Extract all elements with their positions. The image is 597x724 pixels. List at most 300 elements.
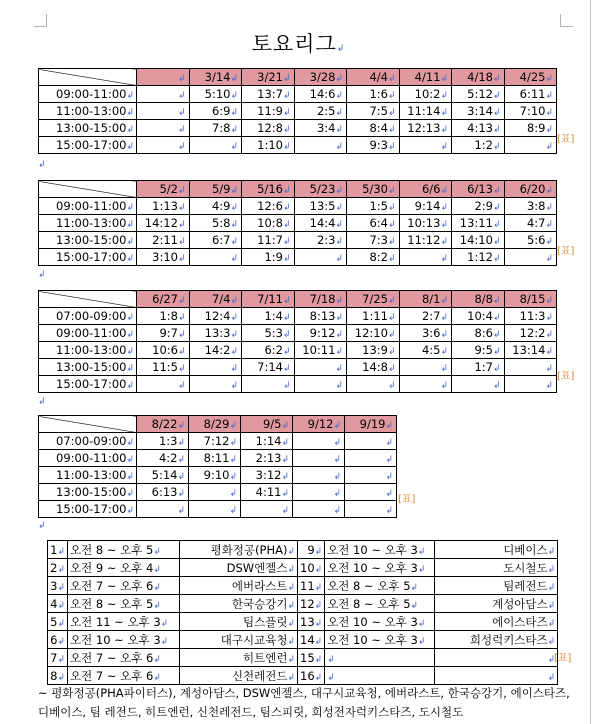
time-slot-cell[interactable] (39, 215, 137, 232)
match-cell[interactable] (137, 359, 190, 376)
date-header-cell[interactable] (241, 416, 293, 433)
match-cell[interactable] (242, 342, 295, 359)
date-header-cell[interactable] (137, 416, 189, 433)
match-cell[interactable] (189, 484, 241, 501)
team-name-cell[interactable] (435, 541, 558, 559)
match-cell[interactable] (137, 120, 190, 137)
team-number: 15 (300, 650, 315, 665)
cell-mark: ↲ (545, 347, 553, 357)
cell-mark: ↲ (229, 421, 237, 431)
date-header-cell[interactable] (137, 291, 190, 308)
time-slot-label: 13:00-15:00 (56, 485, 127, 499)
match-cell[interactable] (294, 342, 347, 359)
date-header-cell[interactable] (294, 69, 347, 86)
match-cell[interactable] (347, 86, 400, 103)
match-label: 13:9 (362, 343, 388, 357)
time-slot-cell[interactable] (39, 232, 137, 249)
team-hours-cell[interactable] (68, 595, 180, 613)
cell-mark: ↲ (492, 186, 501, 196)
team-hours-cell[interactable] (325, 595, 435, 613)
match-cell[interactable] (241, 467, 293, 484)
cell-mark: ↲ (230, 254, 238, 264)
time-slot-cell[interactable] (39, 467, 137, 484)
match-cell[interactable] (347, 308, 400, 325)
match-cell[interactable] (189, 86, 242, 103)
match-cell[interactable] (345, 501, 397, 518)
match-cell[interactable] (189, 215, 242, 232)
cell-mark: ↲ (492, 330, 501, 340)
match-cell[interactable] (504, 103, 557, 120)
match-cell[interactable] (294, 137, 347, 154)
match-label: 12:2 (519, 326, 546, 340)
match-cell[interactable] (294, 325, 347, 342)
team-number-cell[interactable] (298, 667, 325, 685)
match-cell[interactable] (189, 308, 242, 325)
team-hours: 오전 7 ~ 오후 6 (70, 578, 154, 593)
schedule-table[interactable] (38, 415, 397, 518)
cell-mark: ↲ (385, 489, 393, 499)
match-cell[interactable] (452, 359, 505, 376)
time-slot-cell[interactable] (39, 198, 137, 215)
time-slot-cell[interactable] (39, 120, 137, 137)
cell-mark: ↲ (230, 186, 238, 196)
match-cell[interactable] (294, 376, 347, 393)
team-name-cell[interactable] (180, 541, 298, 559)
team-hours-cell[interactable] (325, 541, 435, 559)
match-cell[interactable] (504, 215, 557, 232)
team-number-cell[interactable] (48, 577, 68, 595)
date-header-cell[interactable] (345, 416, 397, 433)
date-header-cell[interactable] (242, 291, 295, 308)
match-cell[interactable] (241, 450, 293, 467)
match-cell[interactable] (399, 325, 452, 342)
match-cell[interactable] (242, 103, 295, 120)
date-header-cell[interactable] (347, 69, 400, 86)
cell-mark: ↲ (333, 438, 341, 448)
cell-mark: ↲ (230, 296, 238, 306)
cell-mark: ↲ (282, 237, 291, 247)
match-cell[interactable] (347, 249, 400, 266)
team-number-cell[interactable] (48, 613, 68, 631)
time-slot-label: 11:00-13:00 (56, 343, 127, 357)
match-cell[interactable] (452, 120, 505, 137)
match-cell[interactable] (504, 120, 557, 137)
team-name-cell[interactable] (435, 577, 558, 595)
match-cell[interactable] (347, 103, 400, 120)
match-cell[interactable] (345, 450, 397, 467)
cell-mark: ↲ (440, 237, 448, 247)
match-cell[interactable] (294, 232, 347, 249)
match-cell[interactable] (189, 342, 242, 359)
team-number-cell[interactable] (298, 541, 325, 559)
match-cell[interactable] (293, 484, 345, 501)
match-cell[interactable] (137, 342, 190, 359)
time-slot-cell[interactable] (39, 137, 137, 154)
team-hours-cell[interactable] (68, 613, 180, 631)
team-hours-cell[interactable] (68, 649, 180, 667)
team-number-cell[interactable] (298, 649, 325, 667)
match-label: 11:7 (257, 233, 283, 247)
date-header-cell[interactable] (189, 291, 242, 308)
match-cell[interactable] (452, 325, 505, 342)
match-cell[interactable] (347, 359, 400, 376)
team-name-cell[interactable] (180, 649, 298, 667)
team-hours-cell[interactable] (325, 631, 435, 649)
match-cell[interactable] (399, 103, 452, 120)
team-name-cell[interactable] (180, 613, 298, 631)
date-header-cell[interactable] (504, 69, 557, 86)
cell-mark: ↲ (545, 74, 553, 84)
match-cell[interactable] (293, 501, 345, 518)
team-name-cell[interactable] (435, 613, 558, 631)
team-hours-cell[interactable] (68, 631, 180, 649)
cell-mark: ↲ (230, 330, 238, 340)
match-label: 2:5 (316, 104, 336, 118)
date-header-cell[interactable] (347, 181, 400, 198)
match-cell[interactable] (399, 376, 452, 393)
match-cell[interactable] (345, 433, 397, 450)
match-cell[interactable] (137, 103, 190, 120)
schedule-table[interactable] (38, 290, 557, 393)
table-tag: [표] (557, 371, 575, 382)
match-cell[interactable] (452, 137, 505, 154)
match-cell[interactable] (189, 376, 242, 393)
date-header-cell[interactable] (452, 69, 505, 86)
match-cell[interactable] (452, 249, 505, 266)
cell-mark: ↲ (153, 546, 161, 557)
time-slot-cell[interactable] (39, 359, 137, 376)
match-label: 4:9 (211, 199, 231, 213)
team-name-cell[interactable] (180, 559, 298, 577)
date-header-cell[interactable] (189, 69, 242, 86)
match-cell[interactable] (347, 325, 400, 342)
time-slot-label: 11:00-13:00 (56, 468, 127, 482)
date-label: 7/11 (257, 292, 283, 306)
match-cell[interactable] (452, 86, 505, 103)
cell-mark: ↲ (314, 546, 323, 557)
team-name-cell[interactable] (435, 649, 558, 667)
cell-mark: ↲ (126, 381, 134, 391)
match-cell[interactable] (347, 342, 400, 359)
match-cell[interactable] (242, 325, 295, 342)
date-header-cell[interactable] (399, 69, 452, 86)
match-cell[interactable] (399, 137, 452, 154)
match-cell[interactable] (242, 86, 295, 103)
match-cell[interactable] (452, 198, 505, 215)
date-header-cell[interactable] (137, 181, 190, 198)
team-number-cell[interactable] (298, 631, 325, 649)
date-header-cell[interactable] (347, 291, 400, 308)
match-cell[interactable] (399, 308, 452, 325)
cell-mark: ↲ (545, 254, 553, 264)
match-cell[interactable] (294, 215, 347, 232)
date-label: 8/1 (421, 292, 441, 306)
match-cell[interactable] (399, 198, 452, 215)
match-cell[interactable] (345, 467, 397, 484)
team-number-cell[interactable] (298, 613, 325, 631)
match-cell[interactable] (347, 215, 400, 232)
cell-mark: ↲ (281, 489, 289, 499)
cell-mark: ↲ (177, 237, 186, 247)
match-cell[interactable] (189, 198, 242, 215)
schedule-table[interactable] (38, 68, 557, 154)
team-name-cell[interactable] (180, 577, 298, 595)
date-header-cell[interactable] (399, 291, 452, 308)
cell-mark: ↲ (545, 296, 553, 306)
cell-mark: ↲ (314, 618, 323, 629)
match-cell[interactable] (241, 433, 293, 450)
date-header-cell[interactable] (242, 181, 295, 198)
match-cell[interactable] (137, 325, 190, 342)
match-cell[interactable] (504, 359, 557, 376)
cell-mark: ↲ (492, 125, 501, 135)
date-header-cell[interactable] (504, 291, 557, 308)
time-slot-row (39, 249, 557, 266)
match-cell[interactable] (137, 501, 189, 518)
date-header-cell[interactable] (189, 181, 242, 198)
match-cell[interactable] (137, 137, 190, 154)
match-label: 11:12 (407, 233, 441, 247)
time-slot-cell[interactable] (39, 433, 137, 450)
team-number-cell[interactable] (298, 559, 325, 577)
match-cell[interactable] (294, 249, 347, 266)
document-title[interactable] (0, 28, 597, 58)
match-cell[interactable] (452, 232, 505, 249)
match-cell[interactable] (137, 376, 190, 393)
match-cell[interactable] (189, 450, 241, 467)
time-slot-cell[interactable] (39, 308, 137, 325)
date-header-cell[interactable] (452, 181, 505, 198)
match-cell[interactable] (137, 308, 190, 325)
match-cell[interactable] (189, 433, 241, 450)
schedule-table[interactable] (38, 180, 557, 266)
match-cell[interactable] (189, 359, 242, 376)
time-slot-cell[interactable] (39, 86, 137, 103)
date-header-cell[interactable] (293, 416, 345, 433)
cell-mark: ↲ (126, 254, 134, 264)
cell-mark: ↲ (177, 489, 185, 499)
cell-mark: ↲ (545, 364, 553, 374)
match-cell[interactable] (137, 215, 190, 232)
match-cell[interactable] (189, 249, 242, 266)
cell-mark: ↲ (177, 91, 186, 101)
cell-mark: ↲ (492, 203, 501, 213)
match-cell[interactable] (242, 376, 295, 393)
match-cell[interactable] (504, 232, 557, 249)
match-cell[interactable] (294, 198, 347, 215)
match-cell[interactable] (189, 103, 242, 120)
team-hours-cell[interactable] (325, 577, 435, 595)
match-cell[interactable] (189, 137, 242, 154)
cell-mark: ↲ (282, 203, 291, 213)
match-cell[interactable] (242, 359, 295, 376)
cell-mark: ↲ (547, 618, 556, 629)
cell-mark: ↲ (229, 472, 237, 482)
match-cell[interactable] (504, 308, 557, 325)
team-name-cell[interactable] (180, 595, 298, 613)
team-number-cell[interactable] (48, 667, 68, 685)
match-cell[interactable] (294, 86, 347, 103)
date-header-cell[interactable] (137, 69, 190, 86)
match-cell[interactable] (504, 249, 557, 266)
match-cell[interactable] (137, 484, 189, 501)
match-cell[interactable] (242, 232, 295, 249)
match-cell[interactable] (137, 450, 189, 467)
time-slot-cell[interactable] (39, 450, 137, 467)
match-cell[interactable] (347, 137, 400, 154)
time-slot-row (39, 120, 557, 137)
team-hours-cell[interactable] (68, 577, 180, 595)
team-number: 3 (50, 578, 58, 593)
match-cell[interactable] (189, 232, 242, 249)
match-cell[interactable] (242, 198, 295, 215)
match-cell[interactable] (399, 120, 452, 137)
match-cell[interactable] (137, 467, 189, 484)
match-cell[interactable] (504, 137, 557, 154)
match-cell[interactable] (399, 215, 452, 232)
team-name: DSW엔젤스 (226, 560, 288, 575)
match-cell[interactable] (452, 215, 505, 232)
date-header-cell[interactable] (294, 291, 347, 308)
cell-mark: ↲ (492, 381, 501, 391)
team-name-cell[interactable] (180, 667, 298, 685)
time-slot-cell[interactable] (39, 501, 137, 518)
match-cell[interactable] (452, 308, 505, 325)
match-cell[interactable] (294, 120, 347, 137)
match-cell[interactable] (347, 120, 400, 137)
match-cell[interactable] (347, 376, 400, 393)
time-slot-cell[interactable] (39, 342, 137, 359)
team-table[interactable] (47, 540, 558, 685)
cell-mark: ↲ (57, 672, 65, 683)
match-cell[interactable] (241, 484, 293, 501)
cell-mark: ↲ (281, 455, 289, 465)
team-number-cell[interactable] (48, 631, 68, 649)
team-hours-cell[interactable] (325, 559, 435, 577)
match-cell[interactable] (452, 103, 505, 120)
match-cell[interactable] (242, 308, 295, 325)
team-number: 11 (300, 578, 315, 593)
match-cell[interactable] (399, 232, 452, 249)
match-cell[interactable] (293, 450, 345, 467)
date-header-cell[interactable] (504, 181, 557, 198)
cell-mark: ↲ (385, 455, 393, 465)
match-cell[interactable] (345, 484, 397, 501)
date-header-cell[interactable] (399, 181, 452, 198)
match-cell[interactable] (242, 137, 295, 154)
team-hours-cell[interactable] (325, 649, 435, 667)
team-name-cell[interactable] (435, 559, 558, 577)
match-cell[interactable] (294, 359, 347, 376)
match-cell[interactable] (189, 501, 241, 518)
cell-mark: ↲ (492, 91, 501, 101)
match-cell[interactable] (137, 433, 189, 450)
cell-mark: ↲ (440, 296, 448, 306)
cell-mark: ↲ (440, 91, 448, 101)
match-cell[interactable] (504, 342, 557, 359)
team-name-cell[interactable] (180, 631, 298, 649)
match-cell[interactable] (399, 249, 452, 266)
date-header-cell[interactable] (189, 416, 241, 433)
cell-mark: ↲ (287, 546, 295, 557)
match-label: 10:6 (152, 343, 178, 357)
team-name: 히트엔런 (243, 650, 288, 665)
time-slot-row (39, 376, 557, 393)
cell-mark: ↲ (545, 330, 553, 340)
match-cell[interactable] (504, 376, 557, 393)
match-cell[interactable] (504, 325, 557, 342)
match-cell[interactable] (242, 215, 295, 232)
match-cell[interactable] (504, 86, 557, 103)
match-cell[interactable] (294, 103, 347, 120)
time-slot-cell[interactable] (39, 249, 137, 266)
match-cell[interactable] (241, 501, 293, 518)
match-cell[interactable] (242, 249, 295, 266)
team-number-cell[interactable] (48, 559, 68, 577)
match-cell[interactable] (137, 86, 190, 103)
match-cell[interactable] (189, 467, 241, 484)
match-cell[interactable] (399, 86, 452, 103)
match-cell[interactable] (347, 198, 400, 215)
match-cell[interactable] (242, 120, 295, 137)
cell-mark: ↲ (126, 108, 134, 118)
match-cell[interactable] (452, 342, 505, 359)
time-slot-cell[interactable] (39, 484, 137, 501)
match-label: 3:14 (467, 104, 493, 118)
match-label: 7:12 (203, 434, 230, 448)
team-hours-cell[interactable] (68, 667, 180, 685)
team-number-cell[interactable] (48, 649, 68, 667)
cell-mark: ↲ (282, 313, 291, 323)
match-cell[interactable] (294, 308, 347, 325)
date-header-cell[interactable] (242, 69, 295, 86)
match-cell[interactable] (189, 120, 242, 137)
cell-mark: ↲ (327, 654, 335, 665)
team-number-cell[interactable] (298, 595, 325, 613)
cell-mark: ↲ (385, 472, 393, 482)
team-name-cell[interactable] (435, 595, 558, 613)
team-hours-cell[interactable] (325, 613, 435, 631)
cell-mark: ↲ (335, 364, 343, 374)
time-slot-cell[interactable] (39, 325, 137, 342)
match-cell[interactable] (399, 342, 452, 359)
match-cell[interactable] (347, 232, 400, 249)
team-hours-cell[interactable] (325, 667, 435, 685)
match-cell[interactable] (399, 359, 452, 376)
match-cell[interactable] (137, 249, 190, 266)
time-slot-cell[interactable] (39, 376, 137, 393)
team-number-cell[interactable] (298, 577, 325, 595)
team-hours-cell[interactable] (68, 541, 180, 559)
team-name-cell[interactable] (435, 631, 558, 649)
match-cell[interactable] (137, 232, 190, 249)
team-name: 디베이스 (503, 542, 548, 557)
match-cell[interactable] (293, 467, 345, 484)
match-cell[interactable] (137, 198, 190, 215)
team-hours-cell[interactable] (68, 559, 180, 577)
date-header-cell[interactable] (294, 181, 347, 198)
match-cell[interactable] (504, 198, 557, 215)
match-cell[interactable] (293, 433, 345, 450)
cell-mark: ↲ (126, 330, 134, 340)
match-cell[interactable] (452, 376, 505, 393)
team-number-cell[interactable] (48, 541, 68, 559)
date-header-cell[interactable] (452, 291, 505, 308)
match-cell[interactable] (189, 325, 242, 342)
team-number-cell[interactable] (48, 595, 68, 613)
team-name-cell[interactable] (435, 667, 558, 685)
time-slot-cell[interactable] (39, 103, 137, 120)
